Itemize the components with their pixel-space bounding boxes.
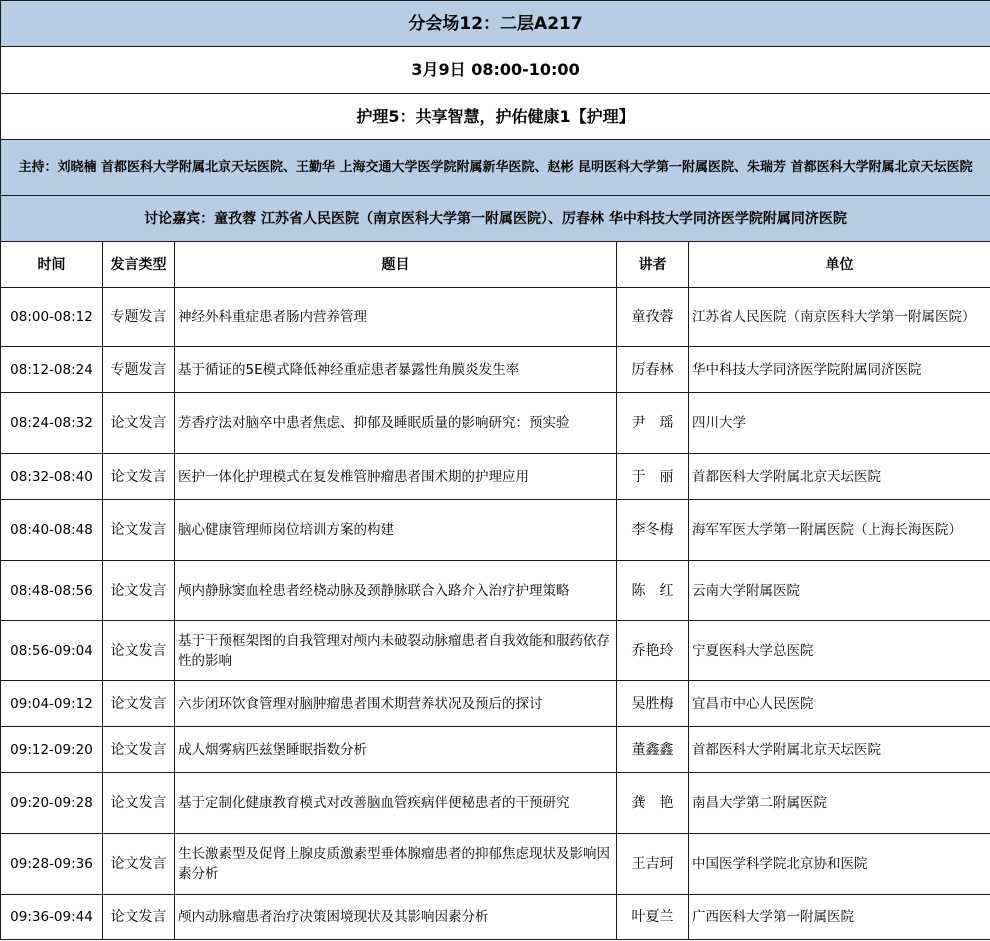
- speaker-cell: 李冬梅: [617, 500, 689, 561]
- time-cell: 09:28-09:36: [1, 834, 103, 895]
- unit-cell: 宁夏医科大学总医院: [689, 621, 990, 681]
- table-row: [1, 773, 990, 834]
- topic-cell: 芳香疗法对脑卒中患者焦虑、抑郁及睡眠质量的影响研究：预实验: [175, 393, 617, 454]
- time-cell: 08:32-08:40: [1, 454, 103, 500]
- unit-cell: 首都医科大学附属北京天坛医院: [689, 454, 990, 500]
- datetime-row: [1, 47, 990, 94]
- speaker-cell: 王吉珂: [617, 834, 689, 895]
- session-datetime: 3月9日 08:00-10:00: [1, 47, 990, 94]
- col-header-speaker: 讲者: [617, 242, 689, 288]
- table-row: [1, 500, 990, 561]
- speaker-cell: 乔艳玲: [617, 621, 689, 681]
- unit-cell: 四川大学: [689, 393, 990, 454]
- time-cell: 08:48-08:56: [1, 561, 103, 621]
- type-cell: 论文发言: [103, 834, 175, 895]
- hosts-row: [1, 140, 990, 196]
- topic-cell: 生长激素型及促肾上腺皮质激素型垂体腺瘤患者的抑郁焦虑现状及影响因素分析: [175, 834, 617, 895]
- table-row: [1, 834, 990, 895]
- time-cell: 08:12-08:24: [1, 347, 103, 393]
- table-row: [1, 681, 990, 727]
- table-row: [1, 347, 990, 393]
- table-row: [1, 621, 990, 681]
- topic-cell: 颅内静脉窦血栓患者经桡动脉及颈静脉联合入路介入治疗护理策略: [175, 561, 617, 621]
- type-cell: 论文发言: [103, 895, 175, 940]
- type-cell: 论文发言: [103, 727, 175, 773]
- table-row: [1, 288, 990, 347]
- time-cell: 09:04-09:12: [1, 681, 103, 727]
- col-header-type: 发言类型: [103, 242, 175, 288]
- type-cell: 论文发言: [103, 561, 175, 621]
- unit-cell: 中国医学科学院北京协和医院: [689, 834, 990, 895]
- unit-cell: 首都医科大学附属北京天坛医院: [689, 727, 990, 773]
- session-title: 护理5：共享智慧，护佑健康1【护理】: [1, 94, 990, 140]
- speaker-cell: 尹 瑶: [617, 393, 689, 454]
- speaker-cell: 童孜蓉: [617, 288, 689, 347]
- table-row: [1, 895, 990, 940]
- col-header-time: 时间: [1, 242, 103, 288]
- type-cell: 专题发言: [103, 288, 175, 347]
- table-row: [1, 561, 990, 621]
- col-header-unit: 单位: [689, 242, 990, 288]
- speaker-cell: 于 丽: [617, 454, 689, 500]
- time-cell: 09:12-09:20: [1, 727, 103, 773]
- type-cell: 专题发言: [103, 347, 175, 393]
- speaker-cell: 厉春林: [617, 347, 689, 393]
- speaker-cell: 叶夏兰: [617, 895, 689, 940]
- type-cell: 论文发言: [103, 454, 175, 500]
- time-cell: 09:36-09:44: [1, 895, 103, 940]
- unit-cell: 广西医科大学第一附属医院: [689, 895, 990, 940]
- venue-title: 分会场12：二层A217: [1, 1, 990, 47]
- hosts-line: 主持：刘晓楠 首都医科大学附属北京天坛医院、王勤华 上海交通大学医学院附属新华医院、赵彬 昆明医科大学第一附属医院、朱瑞芳 首都医科大学附属北京天坛医院: [1, 140, 990, 196]
- speaker-cell: 陈 红: [617, 561, 689, 621]
- type-cell: 论文发言: [103, 393, 175, 454]
- time-cell: 08:00-08:12: [1, 288, 103, 347]
- type-cell: 论文发言: [103, 621, 175, 681]
- time-cell: 09:20-09:28: [1, 773, 103, 834]
- column-header-row: [1, 242, 990, 288]
- topic-cell: 基于循证的5E模式降低神经重症患者暴露性角膜炎发生率: [175, 347, 617, 393]
- type-cell: 论文发言: [103, 681, 175, 727]
- unit-cell: 江苏省人民医院（南京医科大学第一附属医院）: [689, 288, 990, 347]
- topic-cell: 成人烟雾病匹兹堡睡眠指数分析: [175, 727, 617, 773]
- unit-cell: 南昌大学第二附属医院: [689, 773, 990, 834]
- time-cell: 08:24-08:32: [1, 393, 103, 454]
- topic-cell: 神经外科重症患者肠内营养管理: [175, 288, 617, 347]
- topic-cell: 颅内动脉瘤患者治疗决策困境现状及其影响因素分析: [175, 895, 617, 940]
- type-cell: 论文发言: [103, 773, 175, 834]
- speaker-cell: 龚 艳: [617, 773, 689, 834]
- type-cell: 论文发言: [103, 500, 175, 561]
- time-cell: 08:56-09:04: [1, 621, 103, 681]
- speaker-cell: 董鑫鑫: [617, 727, 689, 773]
- guests-line: 讨论嘉宾：童孜蓉 江苏省人民医院（南京医科大学第一附属医院）、厉春林 华中科技大学同济医学院附属同济医院: [1, 196, 990, 242]
- table-row: [1, 454, 990, 500]
- guests-row: [1, 196, 990, 242]
- unit-cell: 宜昌市中心人民医院: [689, 681, 990, 727]
- unit-cell: 云南大学附属医院: [689, 561, 990, 621]
- topic-cell: 脑心健康管理师岗位培训方案的构建: [175, 500, 617, 561]
- topic-cell: 六步闭环饮食管理对脑肿瘤患者围术期营养状况及预后的探讨: [175, 681, 617, 727]
- topic-cell: 医护一体化护理模式在复发椎管肿瘤患者围术期的护理应用: [175, 454, 617, 500]
- time-cell: 08:40-08:48: [1, 500, 103, 561]
- speaker-cell: 吴胜梅: [617, 681, 689, 727]
- unit-cell: 海军军医大学第一附属医院（上海长海医院）: [689, 500, 990, 561]
- session-row: [1, 94, 990, 140]
- topic-cell: 基于定制化健康教育模式对改善脑血管疾病伴便秘患者的干预研究: [175, 773, 617, 834]
- table-row: [1, 727, 990, 773]
- venue-row: [1, 1, 990, 47]
- table-row: [1, 393, 990, 454]
- unit-cell: 华中科技大学同济医学院附属同济医院: [689, 347, 990, 393]
- col-header-topic: 题目: [175, 242, 617, 288]
- topic-cell: 基于干预框架图的自我管理对颅内未破裂动脉瘤患者自我效能和服药依存性的影响: [175, 621, 617, 681]
